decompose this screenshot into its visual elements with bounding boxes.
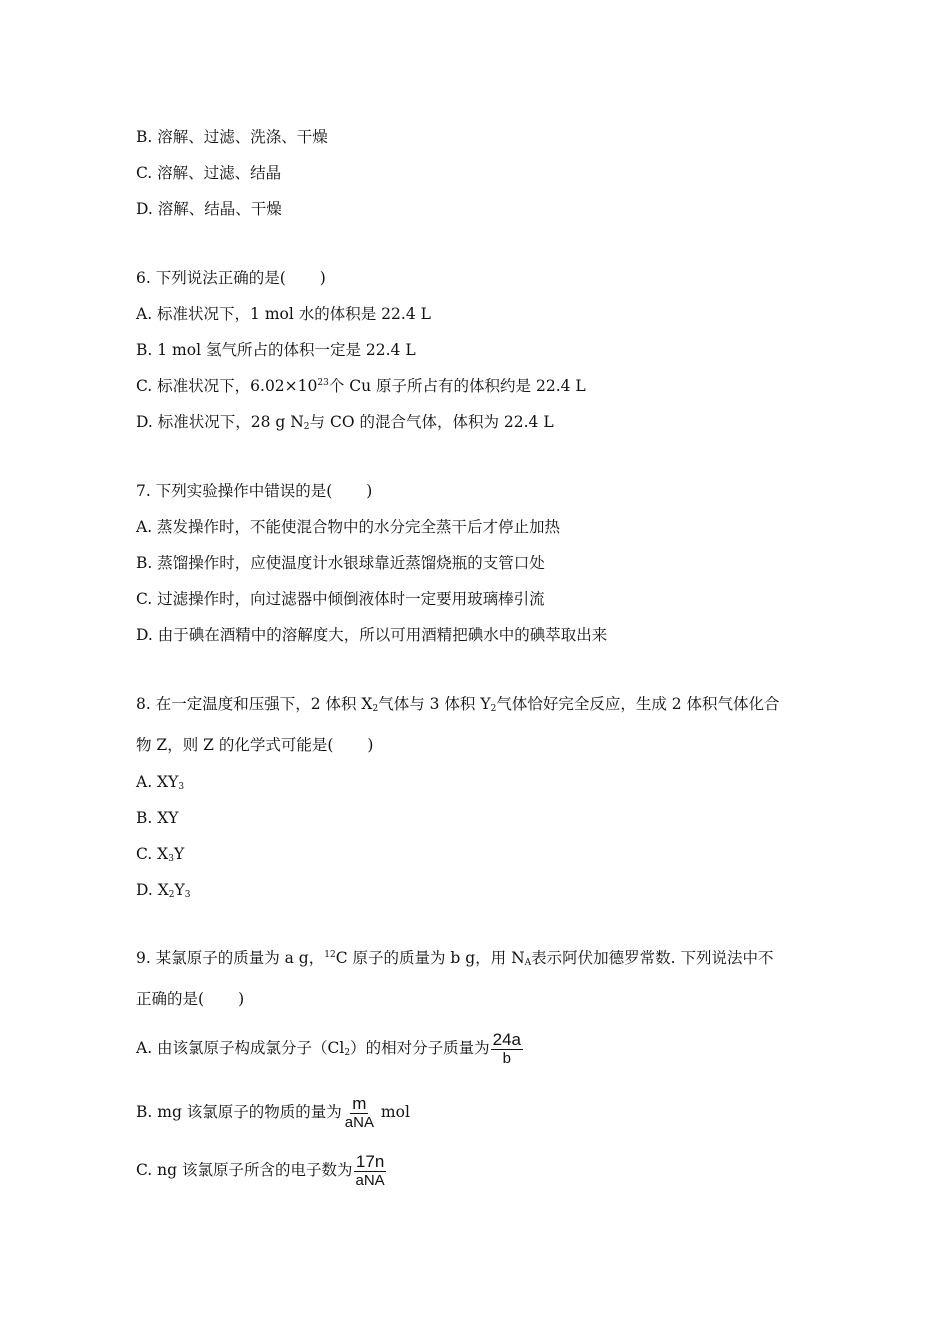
q8-stem-close: ) (367, 736, 374, 754)
q9-option-c-pre: C. ng 该氯原子所含的电子数为 (136, 1161, 353, 1179)
q7-option-c-text: C. 过滤操作时，向过滤器中倾倒液体时一定要用玻璃棒引流 (136, 590, 545, 608)
q5-option-b (136, 127, 328, 147)
q8-stem-part2: 气体与 3 体积 Y (378, 695, 491, 713)
q8-option-c-post: Y (173, 845, 185, 863)
q9-option-c-numerator: 17n (355, 1152, 385, 1171)
q9-stem-subscript: A (524, 958, 532, 968)
q9-option-b-denominator: aNA (344, 1114, 374, 1131)
q9-option-b-numerator: m (352, 1094, 367, 1113)
q9-option-b (136, 1095, 410, 1131)
q6-stem-close: ) (319, 269, 326, 287)
q8-option-d-subscript1: 2 (168, 890, 175, 900)
q8-option-a-text: A. XY (136, 773, 179, 791)
q8-stem-subscript2: 2 (490, 704, 497, 714)
q8-option-d-mid: Y (174, 881, 185, 899)
q9-option-b-fraction (343, 1095, 376, 1131)
q8-stem-subscript1: 2 (372, 704, 379, 714)
q9-stem-part1: 9. 某氯原子的质量为 a g， (136, 949, 325, 967)
q6-option-c-pre: C. 标准状况下，6.02×10 (136, 377, 318, 395)
q6-option-a (136, 304, 431, 324)
q6-option-d (136, 412, 554, 432)
q9-option-b-pre: B. mg 该氯原子的物质的量为 (136, 1103, 342, 1121)
q6-option-d-subscript: 2 (303, 422, 310, 432)
q5-option-c-text: C. 溶解、过滤、结晶 (136, 164, 282, 182)
q6-option-d-post: 与 CO 的混合气体，体积为 22.4 L (309, 413, 554, 431)
q9-option-c-denominator: aNA (355, 1172, 385, 1189)
q6-option-d-pre: D. 标准状况下，28 g N (136, 413, 304, 431)
q7-option-c (136, 589, 545, 609)
q9-option-a-subscript: 2 (344, 1048, 351, 1058)
q8-option-c-pre: C. X (136, 845, 169, 863)
q6-option-b-text: B. 1 mol 氢气所占的体积一定是 22.4 L (136, 341, 416, 359)
q7-option-d (136, 625, 607, 645)
q8-option-a-subscript: 3 (178, 782, 185, 792)
q7-stem (136, 481, 372, 501)
q6-option-a-text: A. 标准状况下，1 mol 水的体积是 22.4 L (136, 305, 431, 323)
q9-option-c (136, 1153, 387, 1189)
q8-option-b-text: B. XY (136, 809, 179, 827)
q6-stem-text: 6. 下列说法正确的是( (136, 269, 286, 287)
q6-stem (136, 268, 326, 288)
q8-stem-line1 (136, 694, 780, 714)
q6-option-b (136, 340, 416, 360)
q8-option-c (136, 844, 184, 864)
q7-option-a (136, 517, 560, 537)
q9-stem-line1 (136, 948, 774, 968)
q9-option-a-denominator: b (502, 1050, 511, 1067)
q5-option-d (136, 199, 282, 219)
q7-option-d-text: D. 由于碘在酒精中的溶解度大，所以可用酒精把碘水中的碘萃取出来 (136, 626, 608, 644)
q9-option-a-post: ）的相对分子质量为 (350, 1039, 490, 1057)
q9-option-c-fraction (354, 1153, 387, 1189)
q8-stem-line2-text: 物 Z，则 Z 的化学式可能是( (136, 736, 334, 754)
q9-option-a-numerator: 24a (492, 1030, 521, 1049)
q9-stem-line2 (136, 989, 244, 1009)
q9-stem-part3: 表示阿伏加德罗常数. 下列说法中不 (531, 949, 774, 967)
q8-stem-part1: 8. 在一定温度和压强下，2 体积 X (136, 695, 373, 713)
q8-option-d (136, 880, 190, 900)
q6-option-c-post: 个 Cu 原子所占有的体积约是 22.4 L (328, 377, 586, 395)
q8-option-d-pre: D. X (136, 881, 169, 899)
q8-stem-line2 (136, 735, 373, 755)
q9-stem-superscript: 12 (324, 950, 336, 960)
q7-stem-text: 7. 下列实验操作中错误的是( (136, 482, 333, 500)
q6-option-c-exponent: 23 (317, 378, 329, 388)
q9-stem-part2: C 原子的质量为 b g，用 N (335, 949, 525, 967)
q9-option-a-pre: A. 由该氯原子构成氯分子（Cl (136, 1039, 345, 1057)
q7-option-b (136, 553, 545, 573)
q7-stem-close: ) (366, 482, 373, 500)
q8-option-a (136, 772, 184, 792)
q9-option-a (136, 1031, 523, 1067)
q7-option-a-text: A. 蒸发操作时，不能使混合物中的水分完全蒸干后才停止加热 (136, 518, 561, 536)
q8-stem-part3: 气体恰好完全反应，生成 2 体积气体化合 (496, 695, 780, 713)
q9-stem-close: ) (238, 990, 245, 1008)
q9-option-a-fraction (491, 1031, 523, 1067)
q9-stem-line2-text: 正确的是( (136, 990, 205, 1008)
q5-option-b-text: B. 溶解、过滤、洗涤、干燥 (136, 128, 328, 146)
q8-option-b (136, 808, 179, 828)
q8-option-d-subscript2: 3 (184, 890, 191, 900)
q8-option-c-subscript: 3 (168, 854, 174, 864)
q6-option-c (136, 376, 586, 396)
q9-option-b-post: mol (375, 1103, 410, 1121)
q5-option-d-text: D. 溶解、结晶、干燥 (136, 200, 282, 218)
q5-option-c (136, 163, 281, 183)
q7-option-b-text: B. 蒸馏操作时，应使温度计水银球靠近蒸馏烧瓶的支管口处 (136, 554, 545, 572)
